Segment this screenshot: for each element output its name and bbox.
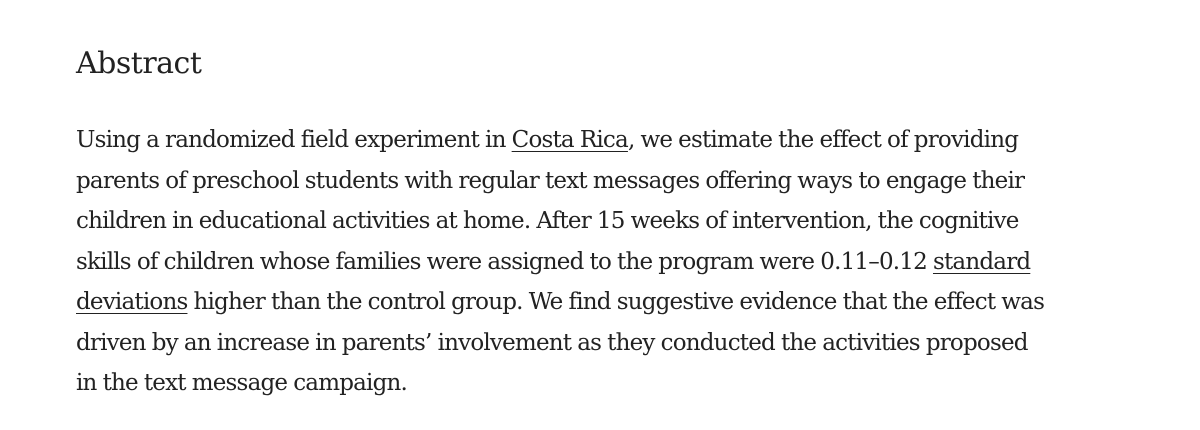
line-text: , we estimate the effect of providing [627, 127, 1019, 153]
line-text: higher than the control group. We find suggestive evidence that the effect was [187, 289, 1045, 315]
standard-deviations-link-part2[interactable]: deviations [76, 289, 188, 315]
costa-rica-link[interactable]: Costa Rica [511, 127, 628, 153]
abstract-line-5 [76, 282, 1044, 323]
abstract-line-4 [76, 242, 1044, 283]
abstract-body [76, 120, 1044, 404]
abstract-line-6: driven by an increase in parents’ involvement as they conducted the activities proposed [76, 329, 1028, 356]
abstract-heading: Abstract [76, 46, 202, 81]
abstract-line-2: parents of preschool students with regular text messages offering ways to engage their [76, 167, 1025, 194]
line-text: Using a randomized field experiment in [76, 127, 512, 153]
abstract-line-7: in the text message campaign. [76, 370, 408, 396]
abstract-line-1 [76, 120, 1044, 161]
standard-deviations-link-part1[interactable]: standard [932, 248, 1031, 275]
line-text: skills of children whose families were assigned to the program were 0.11–0.12 [76, 248, 933, 275]
abstract-line-3: children in educational activities at home. After 15 weeks of intervention, the cognitive [76, 208, 1019, 234]
